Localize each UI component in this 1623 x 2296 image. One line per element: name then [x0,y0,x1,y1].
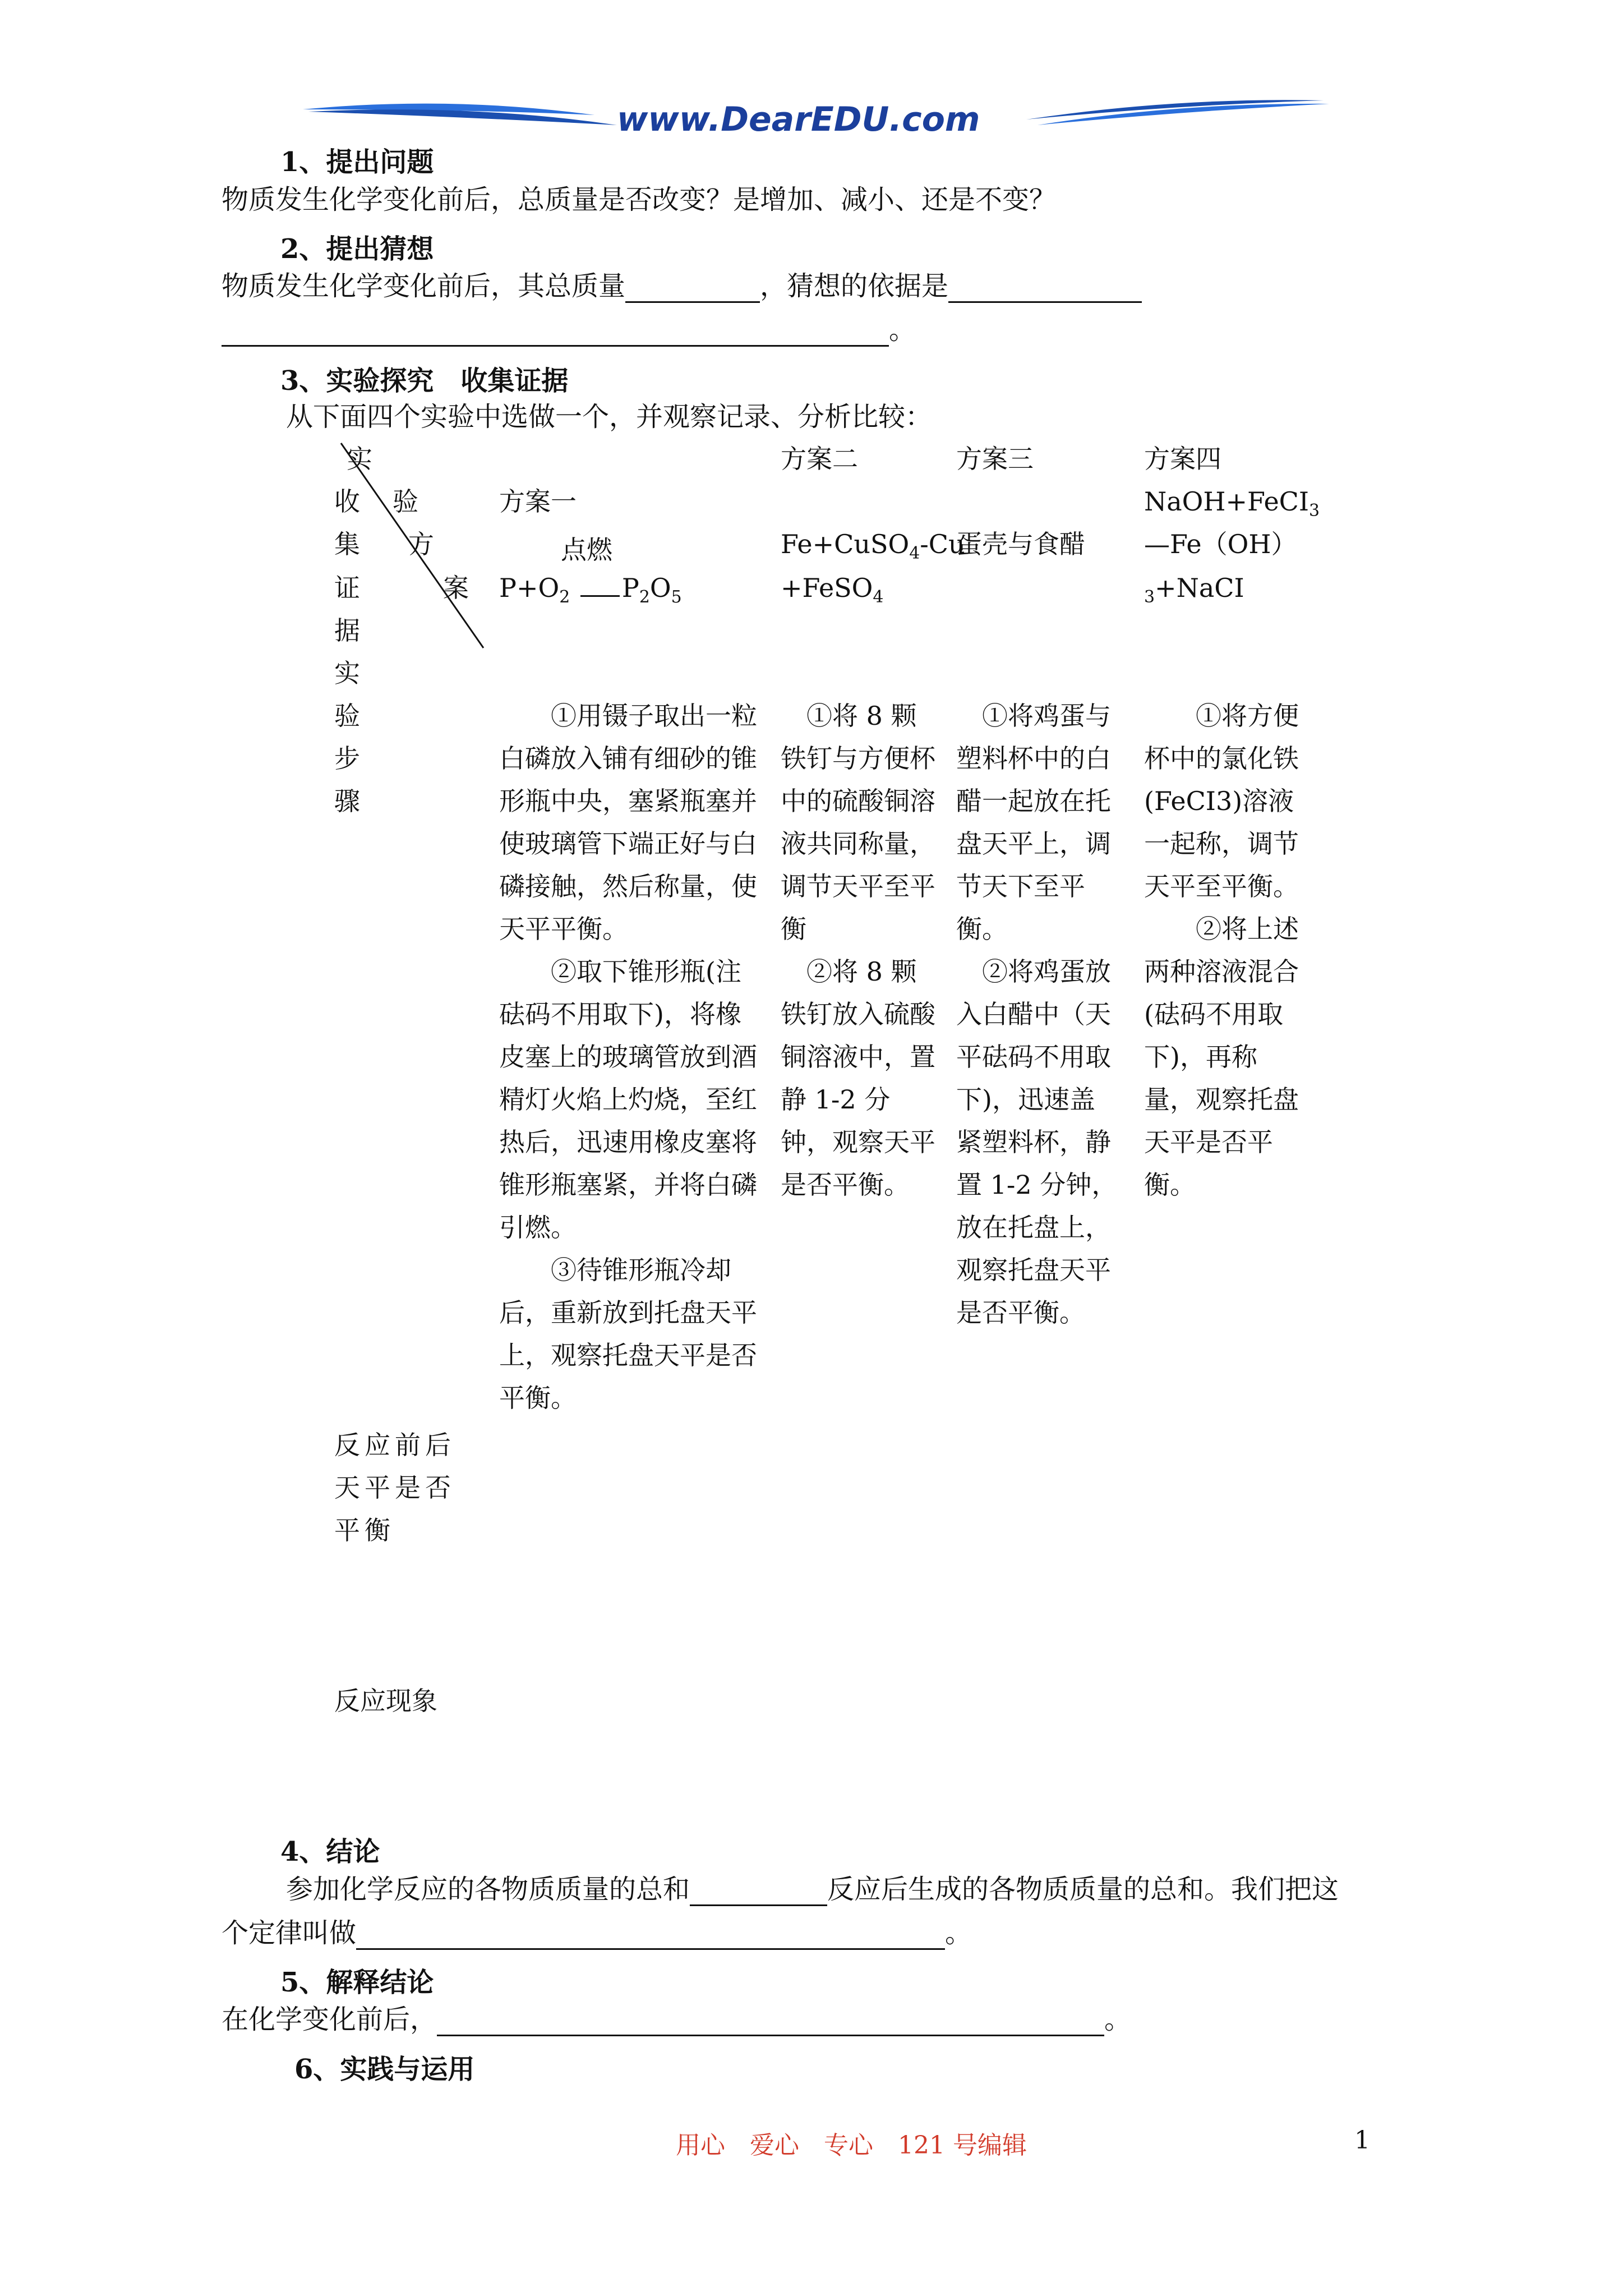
eq-part: Fe+CuSO [781,529,910,559]
diag-label-right: 案 [443,573,469,603]
plan-1-condition: 点燃 [561,535,612,565]
row-header-char: 步 [334,743,360,774]
step-text: ①将方便杯中的氯化铁(FeCI3)溶液一起称，调节天平至平衡。 [1144,701,1299,901]
step-text: ①将 8 颗铁钉与方便杯中的硫酸铜溶液共同称量，调节天平至平衡 [781,701,935,944]
hypothesis-blank-2[interactable] [948,272,1142,303]
explain-text-b: 。 [1104,2004,1132,2035]
explain-blank[interactable] [437,2005,1104,2036]
conclusion-text-c: 个定律叫做 [222,1917,357,1949]
eq-part: P [621,573,639,603]
diag-label-mid2: 方 [408,529,434,559]
diag-label-mid1: 验 [393,486,418,517]
conclusion-line-1 [286,1874,1339,1906]
plan-1-equation [499,567,682,619]
plan-2-name: 方案二 [781,444,858,474]
heading-3: 3、实验探究 收集证据 [280,365,569,397]
plan-2-equation-2 [781,567,883,619]
plan-1-name: 方案一 [499,486,577,517]
step-text: ①将鸡蛋与塑料杯中的白醋一起放在托盘天平上，调节天下至平衡。 [956,701,1111,944]
explain-line [222,2004,1131,2036]
eq-part: +FeSO [781,573,873,603]
conclusion-text-d: 。 [945,1917,972,1949]
eq-sub: 5 [671,587,682,608]
eq-part: P+O [499,573,560,603]
row-header-char: 集 [334,529,360,559]
footer-text: 用心 爱心 专心 121 号编辑 [676,2131,1027,2160]
conclusion-text-a: 参加化学反应的各物质质量的总和 [286,1874,690,1905]
eq-sub: 3 [1309,501,1320,521]
site-logo: www.DearEDU.com [617,100,980,139]
hypothesis-blank-3[interactable] [222,316,889,347]
eq-part: +NaCI [1155,573,1244,603]
plan-3-name: 方案三 [956,444,1034,474]
eq-part: O [649,573,671,603]
conclusion-line-2 [222,1917,972,1950]
heading-6: 6、实践与运用 [294,2054,475,2085]
row-header-char: 验 [334,701,360,731]
plan-1-steps [499,694,757,1419]
eq-sub: 4 [873,587,884,608]
conclusion-blank-1[interactable] [690,1875,827,1906]
row-balance-label: 反应前后天平是否平衡 [334,1430,455,1545]
diag-label-top: 实 [347,444,372,474]
step-text: ①用镊子取出一粒白磷放入铺有细砂的锥形瓶中央，塞紧瓶塞并使玻璃管下端正好与白磷接触，然后称量，使天平平衡。 [499,701,757,944]
eq-part: -Cu [920,529,965,559]
heading-4: 4、结论 [280,1836,380,1867]
step-text: ②将鸡蛋放入白醋中（天平砝码不用取下)，迅速盖紧塑料杯，静置 1-2 分钟，放在托盘上，观察托盘天平是否平衡。 [956,956,1118,1328]
page-number: 1 [1354,2126,1370,2155]
heading-2: 2、提出猜想 [280,233,434,265]
plan-4-name: 方案四 [1144,444,1221,474]
row-header-char: 骤 [334,786,360,816]
row-phenomenon-label: 反应现象 [334,1686,437,1716]
experiment-intro: 从下面四个实验中选做一个，并观察记录、分析比较： [286,401,933,432]
hypothesis-text-b: ，猜想的依据是 [760,270,949,302]
row-header-char: 收 [334,486,360,517]
step-text: ②取下锥形瓶(注砝码不用取下)，将橡皮塞上的玻璃管放到酒精灯火焰上灼烧，至红热后，迅速用橡皮塞将锥形瓶塞紧，并将白磷引燃。 [499,956,757,1243]
plan-2-steps [781,694,938,1206]
hypothesis-line-2 [222,314,916,347]
step-text: ②将上述两种溶液混合(砝码不用取下)，再称量，观察托盘天平是否平衡。 [1144,914,1299,1200]
step-text: ③待锥形瓶冷却后，重新放到托盘天平上，观察托盘天平是否平衡。 [499,1255,757,1413]
hypothesis-blank-1[interactable] [625,272,760,303]
hypothesis-text-a: 物质发生化学变化前后，其总质量 [222,270,626,302]
heading-5: 5、解释结论 [280,1967,434,1998]
plan-4-equation-2: —Fe（OH） [1144,529,1297,559]
heading-1: 1、提出问题 [280,146,434,178]
explain-text-a: 在化学变化前后， [222,2004,437,2035]
eq-sub: 4 [909,544,920,564]
eq-sub: 3 [1144,587,1155,608]
step-text: ②将 8 颗铁钉放入硫酸铜溶液中，置静 1-2 分钟，观察天平是否平衡。 [781,956,935,1200]
eq-arrow [580,578,620,597]
plan-4-equation-3 [1144,567,1244,619]
eq-sub: 2 [559,587,570,608]
plan-3-steps [956,694,1119,1334]
row-header-char: 证 [334,573,360,603]
conclusion-blank-2[interactable] [356,1919,945,1950]
eq-sub: 2 [639,587,650,608]
row-header-char: 实 [334,658,360,688]
hypothesis-line [222,270,1142,303]
hypothesis-text-c: 。 [889,314,916,346]
eq-part: NaOH+FeCI [1144,486,1310,517]
row-header-char: 据 [334,615,360,646]
plan-4-steps [1144,694,1307,1206]
plan-3-equation: 蛋壳与食醋 [956,529,1085,559]
question-text: 物质发生化学变化前后，总质量是否改变？是增加、减小、还是不变？ [222,184,1057,215]
conclusion-text-b: 反应后生成的各物质质量的总和。我们把这 [827,1874,1339,1905]
